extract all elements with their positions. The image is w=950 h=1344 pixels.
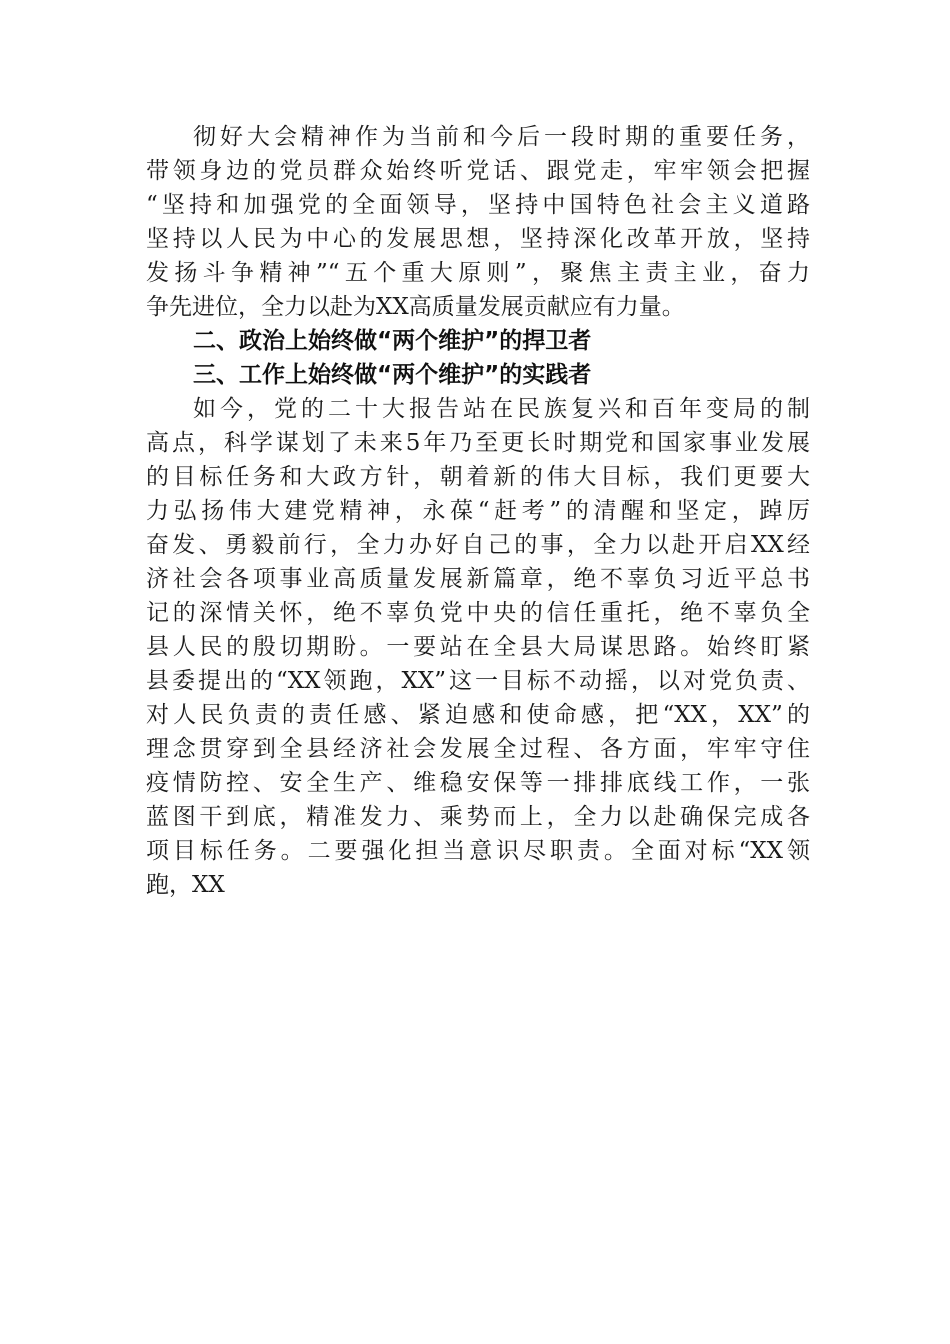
paragraph-line: “坚持和加强党的全面领导，坚持中国特色社会主义道路 — [146, 192, 810, 218]
paragraph-line: 带领身边的党员群众始终听党话、跟党走，牢牢领会把握 — [146, 158, 810, 184]
document-body — [146, 120, 810, 902]
paragraph-2 — [146, 392, 810, 902]
paragraph-line: 县人民的殷切期盼。一要站在全县大局谋思路。始终盯紧 — [146, 634, 810, 660]
paragraph-line: 高点，科学谋划了未来5年乃至更长时期党和国家事业发展 — [146, 430, 810, 456]
section-heading-2: 二、政治上始终做“两个维护”的捍卫者 — [193, 328, 592, 354]
paragraph-line: 疫情防控、安全生产、维稳安保等一排排底线工作，一张 — [146, 770, 810, 796]
paragraph-line: 争先进位，全力以赴为XX高质量发展贡献应有力量。 — [146, 294, 685, 320]
paragraph-line: 蓝图干到底，精准发力、乘势而上，全力以赴确保完成各 — [146, 804, 810, 830]
paragraph-line: 彻好大会精神作为当前和今后一段时期的重要任务， — [193, 124, 810, 150]
paragraph-line: 如今，党的二十大报告站在民族复兴和百年变局的制 — [193, 396, 810, 422]
paragraph-line: 发扬斗争精神”“五个重大原则”，聚焦主责主业，奋力 — [146, 260, 810, 286]
paragraph-line: 坚持以人民为中心的发展思想，坚持深化改革开放，坚持 — [146, 226, 810, 252]
paragraph-line: 县委提出的“XX领跑，XX”这一目标不动摇，以对党负责、 — [146, 668, 810, 694]
paragraph-line: 理念贯穿到全县经济社会发展全过程、各方面，牢牢守住 — [146, 736, 810, 762]
paragraph-line: 济社会各项事业高质量发展新篇章，绝不辜负习近平总书 — [146, 566, 810, 592]
section-heading-3: 三、工作上始终做“两个维护”的实践者 — [193, 362, 592, 388]
paragraph-line: 对人民负责的责任感、紧迫感和使命感，把“XX，XX”的 — [146, 702, 810, 728]
paragraph-line: 力弘扬伟大建党精神，永葆“赶考”的清醒和坚定，踔厉 — [146, 498, 810, 524]
paragraph-line: 跑，XX — [146, 872, 225, 898]
paragraph-line: 项目标任务。二要强化担当意识尽职责。全面对标“XX领 — [146, 838, 810, 864]
paragraph-line: 记的深情关怀，绝不辜负党中央的信任重托，绝不辜负全 — [146, 600, 810, 626]
paragraph-line: 奋发、勇毅前行，全力办好自己的事，全力以赴开启XX经 — [146, 532, 810, 558]
paragraph-line: 的目标任务和大政方针，朝着新的伟大目标，我们更要大 — [146, 464, 810, 490]
paragraph-1 — [146, 120, 810, 324]
